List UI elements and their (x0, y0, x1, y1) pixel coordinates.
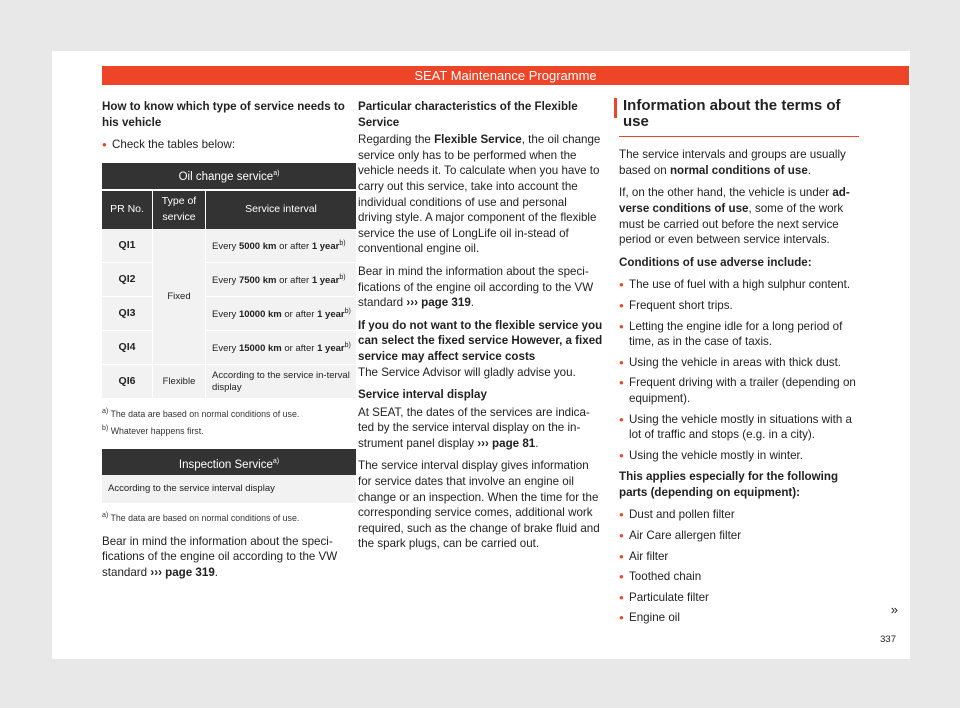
footnote: $^{a)}$ The data are based on normal conditions of use. (102, 511, 300, 523)
table-row: According to the service interval display (102, 475, 356, 503)
column-right (619, 98, 859, 631)
list-item: ● Frequent driving with a trailer (depending on equipment). (619, 375, 859, 406)
list-item: ● Using the vehicle mostly in situations with a lot of traffic and stops (e.g. in a city). (619, 412, 859, 443)
list-item: ● Frequent short trips. (619, 298, 859, 314)
table-row: QI6 Flexible According to the service in-terval display (102, 365, 356, 399)
list-item: ● Using the vehicle mostly in winter. (619, 448, 859, 464)
table-row: QI2 Every 7500 km or after 1 year$^{b)}$ (102, 263, 356, 297)
conditions-heading: Conditions of use adverse include: (619, 255, 812, 269)
table-row: QI3 Every 10000 km or after 1 year$^{b)}$ (102, 297, 356, 331)
list-item: ● Toothed chain (619, 569, 859, 585)
col-header-interval: Service interval (206, 190, 357, 229)
page-link[interactable]: ››› page 319 (406, 296, 471, 310)
column-left (102, 99, 356, 587)
list-item: ● Air Care allergen filter (619, 528, 859, 544)
table-row: QI1 Fixed Every 5000 km or after 1 year$^{b)}$ (102, 229, 356, 263)
column-middle (358, 99, 604, 559)
list-item: ● Using the vehicle in areas with thick dust. (619, 355, 859, 371)
table-row: QI4 Every 15000 km or after 1 year$^{b)}$ (102, 331, 356, 365)
list-item: ● The use of fuel with a high sulphur content. (619, 277, 859, 293)
paragraph: The service interval display gives information for service dates that involve an engine oil change or an inspection. When the time for the corresponding service comes, additional work required, such as the change of brake fluid and the spark plugs, can be carried out. (358, 459, 600, 551)
section-heading: Particular characteristics of the Flexible Service (358, 100, 578, 129)
parts-heading: This applies especially for the following parts (depending on equipment): (619, 470, 839, 499)
paragraph: If you do not want to the flexible service you can select the fixed service However, a fixed service may affect service costs The Service Advisor will gladly advise you. (358, 318, 603, 379)
continued-arrow-icon: » (890, 602, 898, 617)
list-item: ● Dust and pollen filter (619, 507, 859, 523)
oil-change-table (102, 163, 356, 400)
table-title: Inspection Service$^{a)}$ (102, 449, 356, 475)
paragraph: Bear in mind the information about the speci-fications of the engine oil according to the VW standard ››› page 319. (102, 534, 338, 579)
section-banner: SEAT Maintenance Programme (102, 66, 909, 85)
page-number: 337 (880, 634, 896, 645)
footnote: $^{b)}$ Whatever happens first. (102, 425, 204, 437)
bullet-item: ● Check the tables below: (102, 137, 356, 153)
sub-heading: Service interval display (358, 388, 487, 402)
page-link[interactable]: ››› page 81 (477, 436, 536, 450)
col-header-type: Type of service (153, 190, 206, 229)
list-item: ● Letting the engine idle for a long period of time, as in the case of taxis. (619, 319, 859, 350)
table-title: Oil change service$^{a)}$ (102, 163, 356, 190)
list-item: ● Engine oil (619, 610, 859, 626)
paragraph: At SEAT, the dates of the services are indica-ted by the service interval display on the in-strument panel display ››› page 81. (358, 405, 590, 450)
paragraph: Bear in mind the information about the speci-fications of the engine oil according to the VW standard ››› page 319. (358, 264, 594, 310)
list-item: ● Particulate filter (619, 590, 859, 606)
footnote: $^{a)}$ The data are based on normal conditions of use. (102, 408, 300, 420)
paragraph: Regarding the Flexible Service, the oil change service only has to be performed when the vehicle needs it. To calculate when you have to carry out this service, take into account the individual conditions of use and personal driving style. A major component of the flexible service the use of LongLife oil in-stead of conventional engine oil. (358, 133, 601, 256)
fixed-cell: Fixed (153, 229, 206, 365)
list-item: ● Air filter (619, 549, 859, 565)
paragraph: The service intervals and groups are usually based on normal conditions of use. (619, 148, 846, 177)
info-heading: Information about the terms of use (619, 98, 859, 137)
inspection-table (102, 449, 356, 503)
manual-page (52, 51, 910, 659)
paragraph: If, on the other hand, the vehicle is under ad-verse conditions of use, some of the work must be carried out before the next service period or even between service intervals. (619, 186, 850, 247)
page-link[interactable]: ››› page 319 (150, 565, 215, 579)
col-header-pr: PR No. (102, 190, 153, 229)
section-heading: How to know which type of service needs to his vehicle (102, 100, 345, 129)
